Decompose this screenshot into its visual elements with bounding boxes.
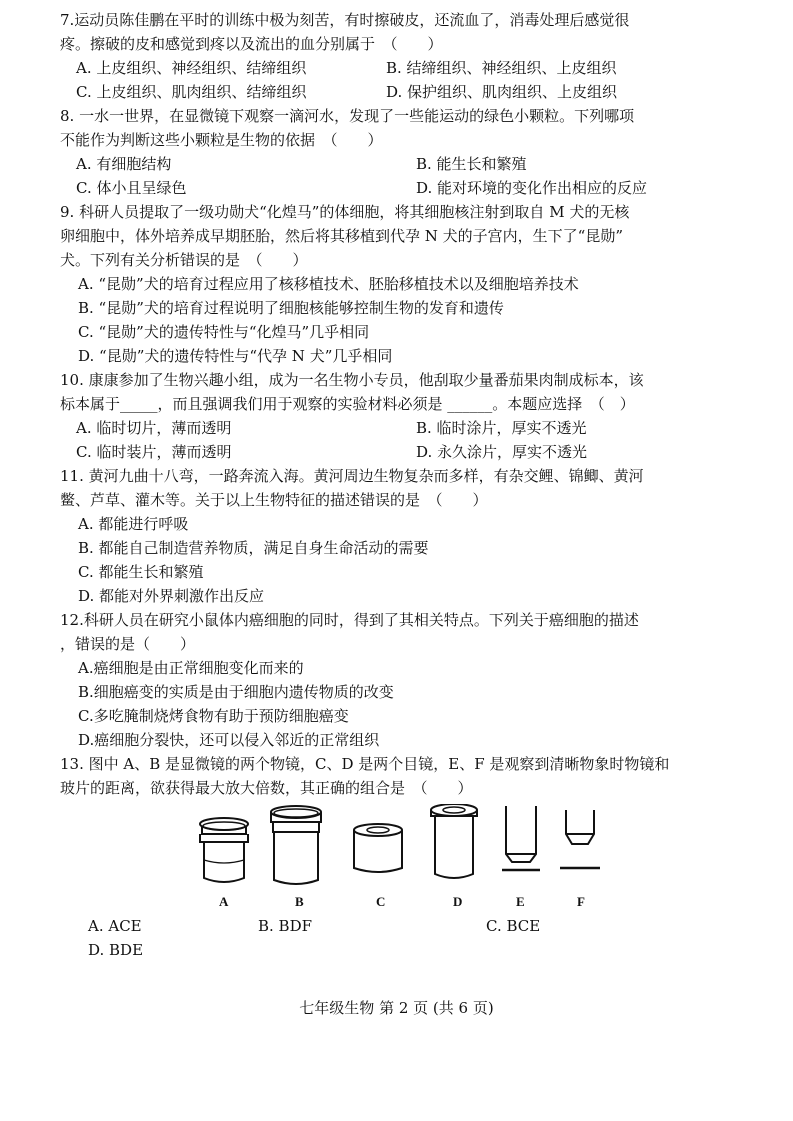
question-10 [60, 368, 743, 464]
question-stem: 卵细胞中，体外培养成早期胚胎，然后将其移植到代孕 N 犬的子宫内，生下了“昆勋” [60, 227, 624, 245]
question-stem: 9. 科研人员提取了一级功勋犬“化煌马”的体细胞，将其细胞核注射到取自 M 犬的无核 [60, 203, 630, 221]
options [60, 512, 743, 608]
option-b: B. 结缔组织、神经组织、上皮组织 [386, 59, 617, 77]
option-c: C. “昆勋”犬的遗传特性与“化煌马”几乎相同 [78, 323, 370, 341]
option-a: A.癌细胞是由正常细胞变化而来的 [78, 659, 304, 677]
question-12 [60, 608, 743, 752]
page-footer: 七年级生物 第 2 页 (共 6 页) [299, 999, 494, 1017]
objective-lens-b-icon [271, 806, 321, 884]
option-a: A. 都能进行呼吸 [78, 515, 189, 533]
question-stem: 玻片的距离，欲获得最大放大倍数，其正确的组合是 （ ） [60, 779, 473, 797]
question-stem: 标本属于_____，而且强调我们用于观察的实验材料必须是 ______。本题应选择 （ ） [60, 395, 635, 413]
figure-label-d: D [453, 894, 463, 909]
figure-label-c: C [376, 894, 386, 909]
eyepiece-lens-c-icon [354, 824, 402, 872]
options [60, 56, 743, 104]
option-b: B. “昆勋”犬的培育过程说明了细胞核能够控制生物的发育和遗传 [78, 299, 504, 317]
option-d: D. BDE [88, 941, 144, 959]
option-a: A. 有细胞结构 [76, 155, 172, 173]
options [60, 914, 743, 962]
option-c: C. 都能生长和繁殖 [78, 563, 204, 581]
question-stem: 12.科研人员在研究小鼠体内癌细胞的同时，得到了其相关特点。下列关于癌细胞的描述 [60, 611, 639, 629]
question-stem: 犬。下列有关分析错误的是 （ ） [60, 251, 308, 269]
question-stem: 13. 图中 A、B 是显微镜的两个物镜，C、D 是两个目镜，E、F 是观察到清晰物象时物镜和 [60, 755, 670, 773]
option-c: C. BCE [486, 917, 541, 935]
question-stem: 7.运动员陈佳鹏在平时的训练中极为刻苦，有时擦破皮，还流血了，消毒处理后感觉很 [60, 11, 630, 29]
options [60, 656, 743, 752]
option-b: B.细胞癌变的实质是由于细胞内遗传物质的改变 [78, 683, 394, 701]
option-b: B. 临时涂片，厚实不透光 [416, 419, 587, 437]
objective-distance-f-icon [560, 810, 600, 868]
figure-label-e: E [516, 894, 525, 909]
option-c: C. 体小且呈绿色 [76, 179, 187, 197]
question-stem: 鳖、芦草、灌木等。关于以上生物特征的描述错误的是 （ ） [60, 491, 488, 509]
eyepiece-lens-d-icon [431, 804, 477, 878]
option-d: D.癌细胞分裂快，还可以侵入邻近的正常组织 [78, 731, 380, 749]
option-d: D. 都能对外界刺激作出反应 [78, 587, 265, 605]
question-8 [60, 104, 743, 200]
question-7 [60, 8, 743, 104]
options [60, 152, 743, 200]
option-b: B. 都能自己制造营养物质，满足自身生命活动的需要 [78, 539, 429, 557]
option-c: C.多吃腌制烧烤食物有助于预防细胞癌变 [78, 707, 349, 725]
question-stem: 8. 一水一世界，在显微镜下观察一滴河水，发现了一些能运动的绿色小颗粒。下列哪项 [60, 107, 635, 125]
option-d: D. 保护组织、肌肉组织、上皮组织 [386, 83, 618, 101]
option-b: B. BDF [258, 917, 313, 935]
option-c: C. 上皮组织、肌肉组织、结缔组织 [76, 83, 307, 101]
question-stem: 疼。擦破的皮和感觉到疼以及流出的血分别属于 （ ） [60, 35, 443, 53]
option-a: A. “昆勋”犬的培育过程应用了核移植技术、胚胎移植技术以及细胞培养技术 [78, 275, 579, 293]
microscope-lens-figure [60, 804, 743, 912]
option-d: D. “昆勋”犬的遗传特性与“代孕 N 犬”几乎相同 [78, 347, 393, 365]
question-stem: 11. 黄河九曲十八弯，一路奔流入海。黄河周边生物复杂而多样，有杂交鲤、锦鲫、黄河 [60, 467, 644, 485]
question-stem: 10. 康康参加了生物兴趣小组，成为一名生物小专员，他刮取少量番茄果肉制成标本，该 [60, 371, 644, 389]
option-a: A. 临时切片，薄而透明 [76, 419, 232, 437]
question-11 [60, 464, 743, 608]
question-stem: ，错误的是（ ） [60, 635, 196, 653]
objective-distance-e-icon [502, 806, 540, 870]
question-13 [60, 752, 743, 962]
option-b: B. 能生长和繁殖 [416, 155, 527, 173]
option-c: C. 临时装片，薄而透明 [76, 443, 232, 461]
option-a: A. 上皮组织、神经组织、结缔组织 [76, 59, 307, 77]
lens-drawings [198, 804, 658, 890]
figure-label-a: A [219, 894, 229, 909]
objective-lens-a-icon [200, 818, 248, 882]
question-stem: 不能作为判断这些小颗粒是生物的依据 （ ） [60, 131, 383, 149]
option-d: D. 永久涂片，厚实不透光 [416, 443, 588, 461]
options [60, 416, 743, 464]
figure-label-b: B [295, 894, 304, 909]
option-d: D. 能对环境的变化作出相应的反应 [416, 179, 648, 197]
option-a: A. ACE [88, 917, 142, 935]
options [60, 272, 743, 368]
figure-label-f: F [577, 894, 585, 909]
question-9 [60, 200, 743, 368]
